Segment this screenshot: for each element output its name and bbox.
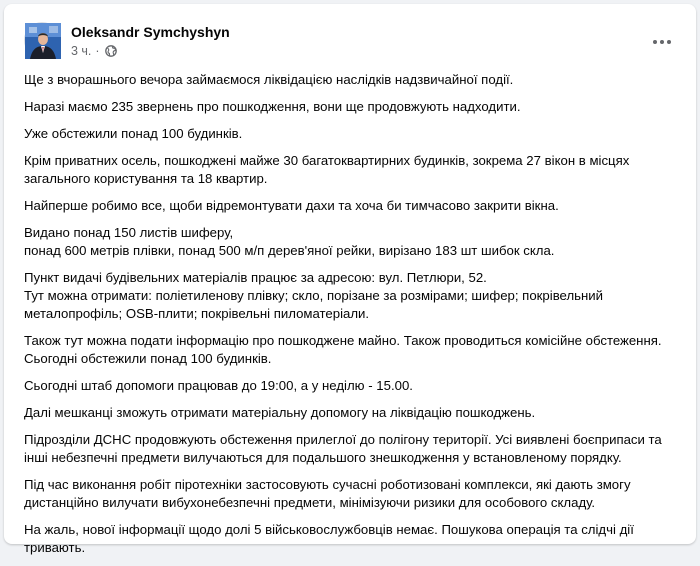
post-paragraph: Уже обстежили понад 100 будинків. bbox=[24, 126, 243, 141]
post-paragraph: Далі мешканці зможуть отримати матеріальну допомогу на ліквідацію пошкоджень. bbox=[24, 405, 536, 420]
post-paragraph: Ще з вчорашнього вечора займаємося ліквідацією наслідків надзвичайної події. bbox=[24, 72, 514, 87]
post-card bbox=[4, 4, 696, 555]
author-name[interactable]: Oleksandr Symchyshyn bbox=[71, 24, 230, 40]
more-options-button[interactable] bbox=[644, 24, 680, 60]
post-text bbox=[24, 71, 682, 566]
post-paragraph: Найперше робимо все, щоби відремонтувати дахи та хоча би тимчасово закрити вікна. bbox=[24, 198, 559, 213]
globe-icon bbox=[105, 45, 117, 57]
post-header bbox=[4, 4, 696, 68]
post-paragraph: Наразі маємо 235 звернень про пошкодження, вони ще продовжують надходити. bbox=[24, 99, 521, 114]
post-paragraph: На жаль, нової інформації щодо долі 5 військовослужбовців немає. Пошукова операція та слідчі дії тривають. bbox=[24, 522, 634, 555]
more-options-icon bbox=[653, 40, 657, 44]
post-paragraph: Крім приватних осель, пошкоджені майже 30 багатоквартирних будинків, зокрема 27 вікон в місцях загального користування та 18 квартир. bbox=[24, 153, 630, 186]
meta-separator: · bbox=[95, 44, 100, 58]
post-paragraph: Також тут можна подати інформацію про пошкоджене майно. Також проводиться комісійне обстеження. Сьогодні обстежили понад 100 будинків. bbox=[24, 333, 662, 366]
profile-photo bbox=[25, 23, 61, 59]
post-paragraph: Видано понад 150 листів шиферу, понад 600 метрів плівки, понад 500 м/п дерев'яної рейки, вирізано 183 шт шибок скла. bbox=[24, 225, 555, 258]
post-meta bbox=[71, 43, 117, 59]
post-paragraph: Сьогодні штаб допомоги працював до 19:00, а у неділю - 15.00. bbox=[24, 378, 413, 393]
post-paragraph: Під час виконання робіт піротехніки застосовують сучасні роботизовані комплекси, які дають змогу дистанційно вилучати вибухонебезпечні предмети, мінімізуючи ризики для особового складу. bbox=[24, 477, 631, 510]
post-paragraph: Пункт видачі будівельних матеріалів працює за адресою: вул. Петлюри, 52. Тут можна отримати: поліетиленову плівку; скло, порізане за розмірами; шифер; покрівельний металопрофіль; OSB-плити; покрівельні пиломатеріали. bbox=[24, 270, 604, 321]
post-paragraph: Підрозділи ДСНС продовжують обстеження прилеглої до полігону території. Усі виявлені боєприпаси та інші небезпечні предмети вилучаються для подальшого знешкодження у встановленому порядку. bbox=[24, 432, 662, 465]
post-timestamp[interactable]: 3 ч. bbox=[71, 44, 92, 58]
avatar[interactable] bbox=[24, 22, 60, 58]
